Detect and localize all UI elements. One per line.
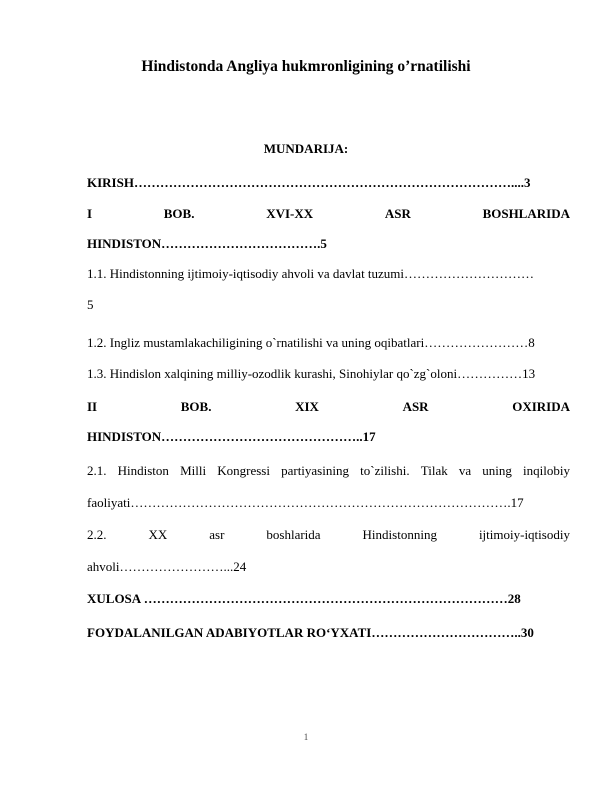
toc-word: asr <box>209 527 225 542</box>
toc-word: Milli <box>180 463 207 478</box>
toc-entry-1-1: 1.1. Hindistonning ijtimoiy-iqtisodiy ahvoli va davlat tuzumi………………………… <box>87 266 535 281</box>
toc-word: 2.1. <box>87 463 107 478</box>
toc-word: BOB. <box>180 399 212 414</box>
toc-word: Tilak <box>420 463 448 478</box>
toc-word: ijtimoiy-iqtisodiy <box>478 527 570 542</box>
toc-entry-chapter1-cont: HINDISTON……………………………….5 <box>87 236 327 251</box>
toc-entry-references: FOYDALANILGAN ADABIYOTLAR RO‘YXATI……………………………..30 <box>87 625 534 640</box>
page-title: Hindistonda Angliya hukmronligining o’rnatilishi <box>141 58 471 75</box>
toc-word: XX <box>148 527 168 542</box>
toc-word: inqilobiy <box>523 463 570 478</box>
toc-entry-2-2 <box>87 527 570 543</box>
toc-entry-chapter1 <box>87 206 570 222</box>
toc-word: OXIRIDA <box>512 399 570 414</box>
toc-entry-1-1-page: 5 <box>87 297 94 312</box>
toc-entry-1-2: 1.2. Ingliz mustamlakachiligining o`rnatilishi va uning oqibatlari……………………8 <box>87 335 535 350</box>
toc-word: BOSHLARIDA <box>482 206 570 221</box>
toc-word: 2.2. <box>87 527 107 542</box>
toc-word: XIX <box>295 399 319 414</box>
toc-entry-2-1-cont: faoliyati…………………………………………………………………………….17 <box>87 495 524 510</box>
toc-word: I <box>87 206 93 221</box>
toc-heading: MUNDARIJA: <box>263 141 349 156</box>
toc-word: BOB. <box>163 206 195 221</box>
toc-word: XVI-XX <box>266 206 314 221</box>
toc-word: Kongressi <box>217 463 270 478</box>
toc-entry-chapter2-cont: HINDISTON………………………………………..17 <box>87 429 376 444</box>
toc-entry-2-2-cont: ahvoli……………………...24 <box>87 559 247 574</box>
toc-entry-conclusion: XULOSA …………………………………………………………………………28 <box>87 591 521 606</box>
toc-word: ASR <box>384 206 411 221</box>
page-number: 1 <box>303 732 309 742</box>
toc-word: va <box>458 463 472 478</box>
toc-entry-chapter2 <box>87 399 570 415</box>
toc-word: II <box>87 399 98 414</box>
toc-word: to`zilishi. <box>360 463 410 478</box>
toc-word: boshlarida <box>266 527 321 542</box>
toc-word: ASR <box>402 399 429 414</box>
toc-entry-intro: KIRISH……………………………………………………………………………....3 <box>87 175 531 190</box>
toc-word: partiyasining <box>281 463 349 478</box>
toc-word: uning <box>482 463 512 478</box>
toc-word: Hindiston <box>117 463 169 478</box>
toc-entry-2-1 <box>87 463 570 479</box>
toc-word: Hindistonning <box>362 527 437 542</box>
toc-entry-1-3: 1.3. Hindislon xalqining milliy-ozodlik kurashi, Sinohiylar qo`zg`oloni……………13 <box>87 366 536 381</box>
